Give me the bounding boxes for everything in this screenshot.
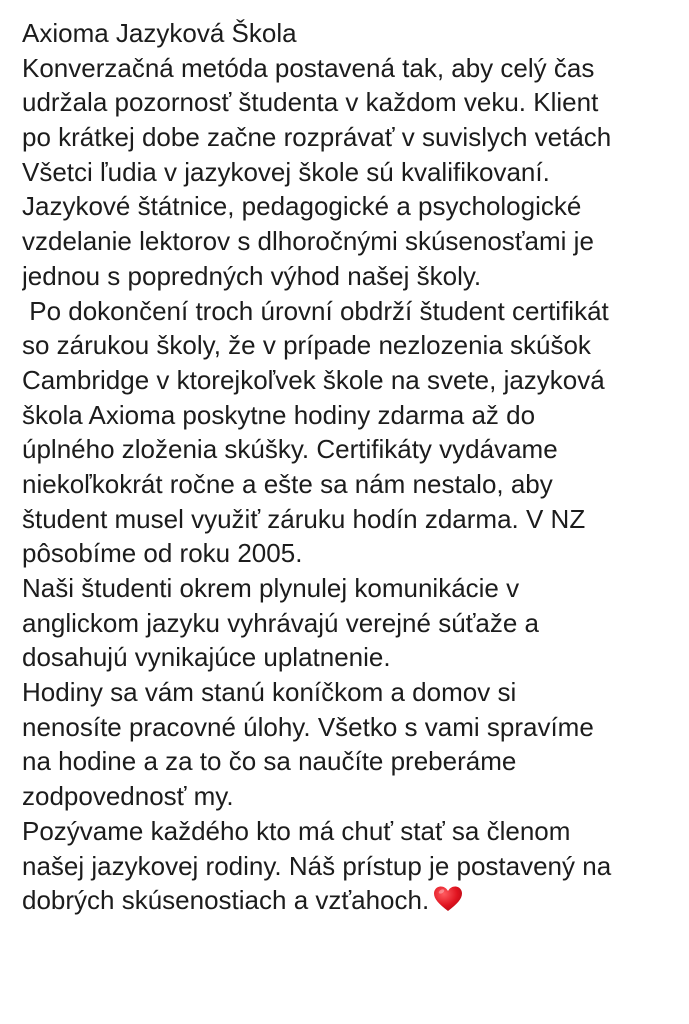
post-line-last: [22, 883, 689, 918]
post-line: nenosíte pracovné úlohy. Všetko s vami spravíme: [22, 711, 594, 742]
post-line: anglickom jazyku vyhrávajú verejné súťaže a: [22, 607, 540, 638]
post-line: Jazykové štátnice, pedagogické a psychologické: [22, 191, 582, 222]
post-line: pôsobíme od roku 2005.: [22, 538, 303, 569]
post-line: udržala pozornosť študenta v každom veku. Klient: [22, 87, 599, 118]
post-line: zodpovednosť my.: [22, 781, 234, 812]
heart-icon: [433, 885, 463, 913]
post-line: niekoľkokrát ročne a ešte sa nám nestalo, aby: [22, 468, 553, 499]
post-line-last-text: dobrých skúsenostiach a vzťahoch.: [22, 885, 430, 916]
post-line: po krátkej dobe začne rozprávať v suvislych vetách: [22, 122, 612, 153]
post-line: jednou s popredných výhod našej školy.: [22, 260, 482, 291]
post-line: Naši študenti okrem plynulej komunikácie v: [22, 573, 520, 603]
post-text: [22, 16, 689, 918]
post-line: dosahujú vynikajúce uplatnenie.: [22, 642, 391, 673]
post-line: Po dokončení troch úrovní obdrží študent certifikát: [22, 295, 609, 326]
post-line: úplného zloženia skúšky. Certifikáty vydávame: [22, 434, 558, 465]
post-line: Axioma Jazyková Škola: [22, 18, 297, 48]
post-line: študent musel využiť záruku hodín zdarma. V NZ: [22, 503, 586, 534]
post-line: škola Axioma poskytne hodiny zdarma až do: [22, 399, 536, 430]
post-line: Všetci ľudia v jazykovej škole sú kvalifikovaní.: [22, 156, 550, 187]
post-line: vzdelanie lektorov s dlhoročnými skúsenosťami je: [22, 226, 594, 257]
post-line: na hodine a za to čo sa naučíte preberáme: [22, 746, 517, 777]
post-line: Konverzačná metóda postavená tak, aby celý čas: [22, 52, 595, 83]
post-line: našej jazykovej rodiny. Náš prístup je postavený na: [22, 850, 612, 881]
post-line: Cambridge v ktorejkoľvek škole na svete, jazyková: [22, 364, 605, 395]
post-line: Hodiny sa vám stanú koníčkom a domov si: [22, 677, 517, 708]
post-line: Pozývame každého kto má chuť stať sa členom: [22, 815, 571, 846]
post-line: so zárukou školy, že v prípade nezlozenia skúšok: [22, 330, 591, 361]
